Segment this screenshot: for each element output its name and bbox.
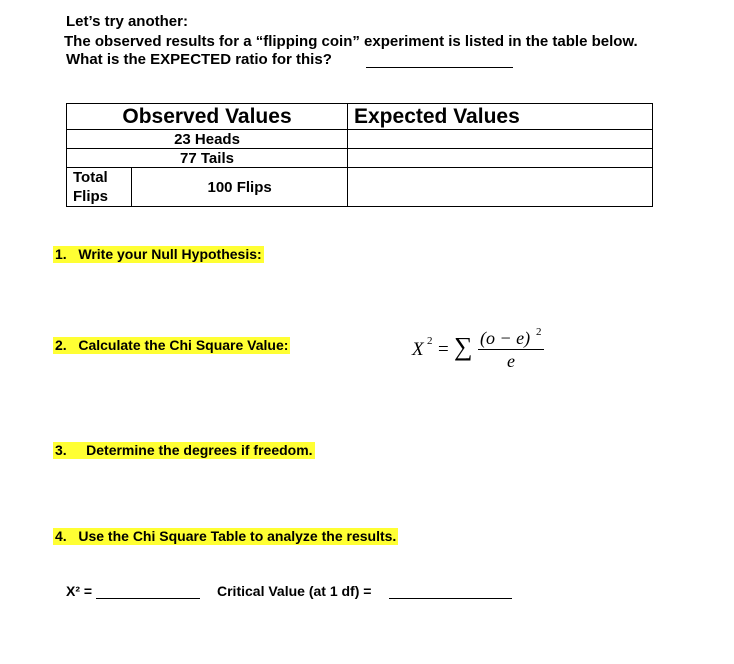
formula-sigma: ∑ [454, 332, 473, 361]
step-3 [53, 442, 315, 459]
formula-lhs-exponent: 2 [427, 335, 433, 347]
step-3-text: Determine the degrees if freedom. [86, 442, 313, 458]
step-1-text: Write your Null Hypothesis: [78, 246, 262, 262]
expected-tails-cell[interactable] [348, 149, 653, 168]
intro-question: What is the EXPECTED ratio for this? [66, 51, 332, 68]
intro-line-3 [66, 51, 332, 69]
chi-square-formula [412, 326, 552, 376]
formula-equals: = [438, 339, 449, 360]
observed-heads: 23 Heads [67, 130, 348, 149]
step-1 [53, 246, 264, 263]
x2-label: X² = [66, 583, 93, 599]
fraction-bar [478, 349, 544, 350]
step-3-number: 3. [55, 442, 67, 458]
critical-value-label: Critical Value (at 1 df) = [217, 583, 372, 599]
step-2-text: Calculate the Chi Square Value: [78, 337, 289, 353]
step-4 [53, 528, 398, 545]
step-2-number: 2. [55, 337, 67, 353]
formula-lhs: X [412, 339, 424, 360]
step-4-text: Use the Chi Square Table to analyze the results. [78, 528, 397, 544]
formula-numerator: (o − e) [480, 328, 531, 348]
header-observed: Observed Values [67, 104, 348, 130]
expected-ratio-answer-line[interactable] [366, 67, 513, 68]
observed-total: 100 Flips [132, 168, 348, 207]
step-1-number: 1. [55, 246, 67, 262]
header-expected: Expected Values [348, 104, 653, 130]
observed-tails: 77 Tails [67, 149, 348, 168]
intro-line-2: The observed results for a “flipping coin” experiment is listed in the table below. [64, 33, 638, 50]
critical-value [217, 583, 371, 599]
x2-answer [66, 583, 92, 599]
results-table [66, 103, 653, 207]
formula-denominator: e [507, 351, 515, 371]
expected-total-cell[interactable] [348, 168, 653, 207]
total-flips-label: Total Flips [67, 168, 132, 207]
critical-value-answer-line[interactable] [389, 598, 512, 599]
expected-heads-cell[interactable] [348, 130, 653, 149]
intro-line-1: Let’s try another: [66, 13, 188, 30]
step-4-number: 4. [55, 528, 67, 544]
x2-answer-line[interactable] [96, 598, 200, 599]
step-2 [53, 337, 290, 354]
formula-numerator-exponent: 2 [536, 326, 542, 338]
